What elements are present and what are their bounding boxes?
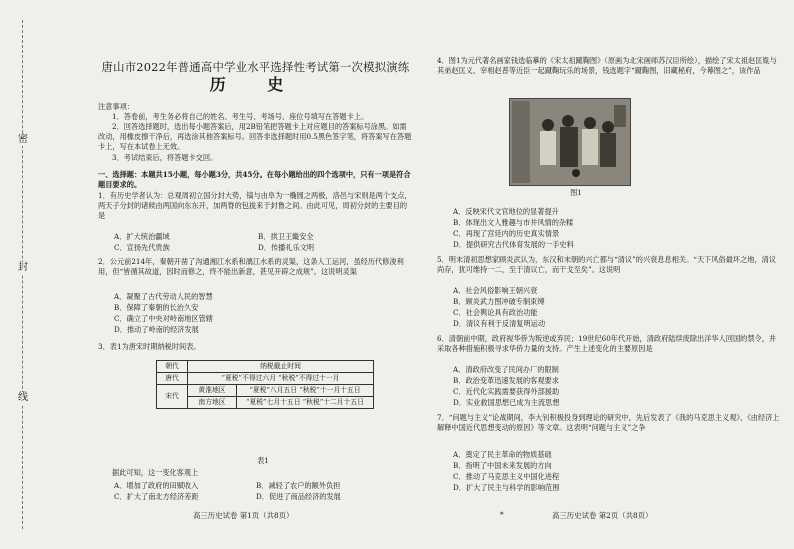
cuju-painting-image xyxy=(510,99,630,185)
table-cell: 唐代 xyxy=(157,373,188,385)
question-6-option-b[interactable]: B．政治变革迅速发展的客观要求 xyxy=(453,376,559,385)
table-cell: 宋代 xyxy=(157,385,188,409)
seal-line xyxy=(22,20,23,529)
note-item: 3．考试结束后，将答题卡交回。 xyxy=(112,153,218,162)
table-cell: “夏税”不得过六月 “秋税”不得过十一月 xyxy=(188,373,374,385)
section-heading: 一、选择题：本题共15小题，每小题3分，共45分。在每小题给出的四个选项中，只有一项是符合题目要求的。 xyxy=(98,170,411,190)
question-2-option-b[interactable]: B．保障了秦朝的长治久安 xyxy=(114,303,199,312)
question-3-option-a[interactable]: A．增加了政府的田赋收入 xyxy=(114,481,199,490)
question-7-option-b[interactable]: B．指明了中国未来发展的方向 xyxy=(453,461,552,470)
question-5-option-d[interactable]: D．清议有利于反清复明运动 xyxy=(453,319,546,328)
footer-left-page: 高三历史试卷 第1页（共8页） xyxy=(193,511,294,520)
question-1-option-c[interactable]: C．宣扬先代贵族 xyxy=(114,243,170,252)
question-3-option-d[interactable]: D．促进了商品经济的发展 xyxy=(256,492,341,501)
seal-char-mid: 封 xyxy=(18,262,28,273)
question-1-option-d[interactable]: D．传播礼乐文明 xyxy=(258,243,315,252)
table-caption: 表1 xyxy=(257,456,269,465)
question-6-option-d[interactable]: D．实业救国思想已成为主流思想 xyxy=(453,398,560,407)
question-5-stem: 5．明末清初思想家顾炎武认为，东汉和末朝的兴亡都与“清议”的兴衰息息相关。“天下风俗最坏之地，清议尚存，犹可维持一二，至于清议亡，而干戈至矣”。这说明 xyxy=(437,255,777,275)
question-2-option-d[interactable]: D．推动了岭南的经济发展 xyxy=(114,325,199,334)
tax-table xyxy=(156,360,374,409)
question-4-option-b[interactable]: B．体现出文人雅趣与市井风情的杂糅 xyxy=(453,218,574,227)
question-5-option-b[interactable]: B．顾炎武力图冲破专制束缚 xyxy=(453,297,545,306)
exam-subject: 历 史 xyxy=(209,75,302,94)
question-3-tail: 据此可知，这一变化客观上 xyxy=(112,468,199,477)
question-5-option-c[interactable]: C．社会舆论具有政治功能 xyxy=(453,308,538,317)
question-2-stem: 2．公元前214年，秦朝开凿了沟通湘江水系和漓江水系的灵渠，这条人工运河，虽经历代修浚利用，但“皆循其故道，因时而修之，终不能出新意，甚见开辟之成规”。这说明灵渠 xyxy=(98,257,404,277)
footer-right-page: 高三历史试卷 第2页（共8页） xyxy=(552,511,653,520)
question-1-stem: 1．有历史学者认为：总观周初立国分封大势，镐与由阜为一椭圆之两极，洛邑与宋则是两个支点，两天子分封的诸候由两国向东东开，加两脊的包拢来于封鲁之间。由此可见，周初分封的主要目的是 xyxy=(98,191,412,221)
question-3-option-b[interactable]: B．减轻了农户的额外负担 xyxy=(256,481,341,490)
seal-char-top: 密 xyxy=(18,134,28,145)
question-6-option-a[interactable]: A．清政府改变了民间办厂的限制 xyxy=(453,365,559,374)
question-7-option-a[interactable]: A．奠定了民主革命的物质基础 xyxy=(453,450,552,459)
seal-char-bottom: 线 xyxy=(18,392,28,403)
painting-figure xyxy=(509,98,631,186)
table-header: 纳税截止时间 xyxy=(188,361,374,373)
question-3-stem: 3．表1为唐宋时期纳税时间表。 xyxy=(98,342,201,351)
question-4-option-d[interactable]: D．提供研究古代体育发展的一手史料 xyxy=(453,240,574,249)
question-6-stem: 6．清朝前中期，政府视华侨为叛逆或弃民；19世纪60年代开始，清政府陆续废除出洋华人回国的禁令，并采取各种措施积极寻求华侨力量的支持。产生上述变化的主要原因是 xyxy=(437,334,777,354)
table-cell: 南方地区 xyxy=(188,397,237,409)
question-1-option-a[interactable]: A．扩大统治疆域 xyxy=(114,232,170,241)
note-item: 1．答卷前，考生务必将自己的姓名、考生号、考场号、座位号填写在答题卡上。 xyxy=(112,112,369,121)
note-item: 2．回答选择题时，选出每小题答案后，用2B铅笔把答题卡上对应题目的答案标号涂黑。如需改动，用橡皮擦干净后，再选涂其他答案标号。回答非选择题时用0.5黑色签字笔，将答案写在答题卡上，写在本试卷上无效。 xyxy=(98,122,412,152)
question-2-option-a[interactable]: A．凝聚了古代劳动人民的智慧 xyxy=(114,292,213,301)
question-4-option-a[interactable]: A．反映宋代文官地位的显著提升 xyxy=(453,207,559,216)
exam-title: 唐山市2022年普通高中学业水平选择性考试第一次模拟演练 xyxy=(101,60,410,74)
question-7-option-c[interactable]: C．推动了马克思主义中国化进程 xyxy=(453,472,560,481)
question-7-option-d[interactable]: D．扩大了民主与科学的影响范围 xyxy=(453,483,560,492)
footer-mark: * xyxy=(500,510,504,519)
notes-heading: 注意事项： xyxy=(98,102,134,111)
binding-margin xyxy=(0,0,46,549)
table-cell: “夏税”八月五日 “秋税”十一月十五日 xyxy=(237,385,374,397)
question-6-option-c[interactable]: C．近代化实践需要获得外部援助 xyxy=(453,387,560,396)
figure-caption: 图1 xyxy=(570,188,582,197)
question-4-stem: 4．图1为元代著名画家钱选临摹的《宋太祖蹴鞠图》（原画为北宋画师苏汉臣所绘），描绘了宋太祖赵匡胤与其弟赵匡义、宰相赵普等近臣一起蹴鞠玩乐的场景，钱选题字“蹴鞠图，旧藏秘府，今幕图之”，该作品 xyxy=(437,56,777,76)
table-cell: 黄淮地区 xyxy=(188,385,237,397)
question-3-option-c[interactable]: C．扩大了南北方经济差距 xyxy=(114,492,199,501)
question-1-option-b[interactable]: B．拱卫王畿安全 xyxy=(258,232,314,241)
question-5-option-a[interactable]: A．社会风俗影响王朝兴衰 xyxy=(453,286,538,295)
table-cell: “夏税”七月十五日 “秋税”十二月十五日 xyxy=(237,397,374,409)
question-7-stem: 7．“问题与主义”论战期间，李大钊积极投身到理论的研究中，先后发表了《我的马克思主义观》、《由经济上解释中国近代思想变动的原因》等文章。这表明“问题与主义”之争 xyxy=(437,413,780,433)
question-4-option-c[interactable]: C．再现了宫廷内的历史真实情景 xyxy=(453,229,560,238)
table-header: 朝代 xyxy=(157,361,188,373)
question-2-option-c[interactable]: C．确立了中央对岭南地区管辖 xyxy=(114,314,213,323)
